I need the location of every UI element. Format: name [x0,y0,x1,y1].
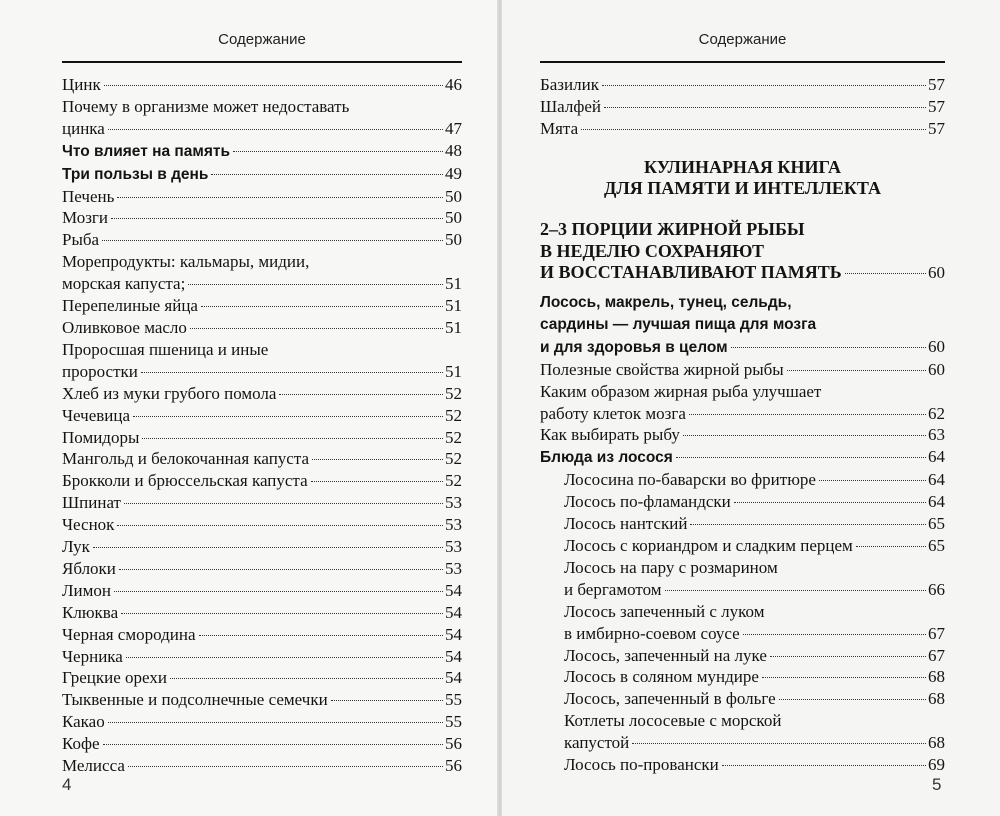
toc-entry-label: Лосось нантский [564,514,688,534]
toc-entry-label: проростки [62,361,138,381]
toc-entry[interactable] [62,140,462,163]
page-ref: 51 [445,274,462,294]
dot-leader [845,273,926,274]
toc-entry[interactable] [62,229,462,251]
toc-entry[interactable] [62,470,462,492]
toc-entry-label: Базилик [540,75,599,94]
dot-leader [581,129,926,130]
toc-entry[interactable] [62,711,462,733]
page-ref: 65 [928,535,945,555]
toc-entry[interactable] [62,427,462,449]
toc-entry[interactable] [540,732,945,754]
page-ref: 54 [445,624,462,644]
toc-line: Почему в организме может недоставать [62,96,350,116]
dot-leader [722,765,926,766]
dot-leader [762,677,926,678]
dot-leader [743,634,926,635]
right-header-rule [540,61,945,63]
toc-entry[interactable] [62,646,462,668]
page-ref: 52 [445,471,462,491]
toc-entry-label: Мята [540,118,579,138]
dot-leader [312,459,443,460]
toc-entry[interactable] [62,733,462,755]
dot-leader [114,591,443,592]
dot-leader [124,503,443,504]
toc-entry[interactable] [62,361,462,383]
dot-leader [108,722,443,723]
dot-leader [689,414,926,415]
toc-entry[interactable] [540,336,945,359]
dot-leader [128,766,443,767]
page-ref: 52 [445,449,462,469]
dot-leader [690,524,926,525]
toc-entry[interactable] [62,317,462,339]
toc-entry[interactable] [62,383,462,405]
toc-entry[interactable] [540,446,945,469]
page-ref: 52 [445,383,462,403]
toc-entry[interactable] [62,405,462,427]
page-ref: 51 [445,317,462,337]
toc-entry[interactable] [540,491,945,513]
toc-entry[interactable] [540,645,945,667]
page-ref: 64 [928,470,945,490]
toc-entry[interactable] [540,424,945,446]
toc-entry[interactable] [62,295,462,317]
toc-entry-label: цинка [62,118,105,138]
toc-entry-label: Яблоки [62,558,116,578]
toc-line: Лосось, макрель, тунец, сельдь, [540,294,792,311]
dot-leader [103,744,443,745]
page-ref: 62 [928,403,945,423]
page-ref: 57 [928,96,945,116]
toc-entry-label: Печень [62,186,115,206]
toc-entry-label: Помидоры [62,427,140,447]
toc-entry-label: Полезные свойства жирной рыбы [540,359,784,379]
dot-leader [770,656,926,657]
page-ref: 57 [928,118,945,138]
page-ref: 50 [445,208,462,228]
left-page-number: 4 [62,775,72,794]
page-ref: 50 [445,186,462,206]
toc-entry-label: Клюква [62,602,119,622]
dot-leader [676,457,926,458]
toc-entry-label: работу клеток мозга [540,403,686,423]
dot-leader [170,678,443,679]
dot-leader [665,590,926,591]
toc-entry[interactable] [540,688,945,710]
toc-entry-label: Черника [62,646,123,666]
toc-entry-label: Грецкие орехи [62,668,167,688]
dot-leader [190,328,443,329]
toc-entry[interactable] [540,359,945,381]
toc-entry[interactable] [62,273,462,295]
page-ref: 60 [928,336,945,356]
dot-leader [141,372,443,373]
page-ref: 63 [928,425,945,445]
page-ref: 60 [928,263,945,282]
toc-entry[interactable] [540,74,945,96]
page-ref: 68 [928,733,945,753]
dot-leader [602,85,926,86]
right-toc [540,292,945,776]
page-ref: 49 [445,163,462,183]
toc-line: Каким образом жирная рыба улучшает [540,381,822,401]
toc-entry-label: Какао [62,712,105,732]
dot-leader [331,700,443,701]
toc-entry-label: Три пользы в день [62,165,209,183]
toc-entry[interactable] [62,667,462,689]
dot-leader [104,85,443,86]
chapter-heading-line: И ВОССТАНАВЛИВАЮТ ПАМЯТЬ [540,262,842,282]
toc-entry[interactable] [62,207,462,229]
toc-entry[interactable] [540,118,945,140]
toc-line: сардины — лучшая пища для мозга [540,315,817,333]
page-ref: 51 [445,361,462,381]
dot-leader [133,416,443,417]
toc-entry[interactable] [540,403,945,425]
dot-leader [108,129,443,130]
toc-entry-label: Тыквенные и подсолнечные семечки [62,690,328,710]
dot-leader [119,569,443,570]
left-toc [62,74,462,777]
page-ref: 65 [928,514,945,534]
toc-entry-label: Лосось в соляном мундире [564,667,759,687]
toc-entry-label: Лосось, запеченный в фольге [564,689,776,709]
page-ref: 68 [928,667,945,687]
toc-entry-label: Перепелиные яйца [62,296,198,316]
page-ref: 53 [445,493,462,513]
toc-entry[interactable] [62,448,462,470]
toc-line: Котлеты лососевые с морской [564,711,782,731]
toc-entry-label: Шпинат [62,493,121,513]
toc-entry[interactable] [62,186,462,208]
dot-leader [117,197,443,198]
toc-line: Проросшая пшеница и иные [62,339,269,359]
toc-entry-label: Оливковое масло [62,317,187,337]
toc-entry[interactable] [62,580,462,602]
page-ref: 46 [445,75,462,94]
toc-entry-label: Лосось, запеченный на луке [564,645,767,665]
page-ref: 54 [445,668,462,688]
dot-leader [233,151,443,152]
page-ref: 64 [928,447,945,467]
dot-leader [199,635,443,636]
toc-entry-label: Лук [62,537,90,557]
dot-leader [93,547,443,548]
toc-entry-label: Мангольд и белокочанная капуста [62,449,310,469]
toc-entry[interactable] [62,689,462,711]
toc-entry-label: Мозги [62,208,108,228]
page-ref: 64 [928,492,945,512]
dot-leader [311,481,443,482]
toc-line: Лосось запеченный с луком [564,601,765,621]
page-ref: 53 [445,558,462,578]
page-ref: 54 [445,646,462,666]
page-ref: 52 [445,427,462,447]
chapter-heading-line: В НЕДЕЛЮ СОХРАНЯЮТ [540,240,764,261]
toc-entry[interactable] [540,754,945,776]
toc-entry[interactable] [62,624,462,646]
chapter-heading-entry [540,262,945,284]
toc-entry[interactable] [62,492,462,514]
dot-leader [121,613,443,614]
page-ref: 52 [445,405,462,425]
toc-line: Лосось на пару с розмарином [564,557,778,577]
dot-leader [201,306,443,307]
dot-leader [819,480,926,481]
right-page-number: 5 [932,775,942,794]
toc-entry[interactable] [62,514,462,536]
toc-entry[interactable] [540,513,945,535]
toc-entry[interactable] [540,666,945,688]
page-ref: 60 [928,359,945,379]
page-ref: 56 [445,734,462,754]
toc-entry-label: Лимон [62,580,111,600]
toc-entry-label: Лосось по-провански [564,755,719,775]
toc-entry[interactable] [62,118,462,140]
dot-leader [604,107,926,108]
toc-line: Морепродукты: кальмары, мидии, [62,252,310,272]
right-running-header: Содержание [698,31,787,48]
chapter-heading-line: 2–3 ПОРЦИИ ЖИРНОЙ РЫБЫ [540,219,805,239]
section-title [540,157,945,199]
toc-entry-label: капустой [564,733,630,753]
page-ref: 69 [928,755,945,775]
toc-entry[interactable] [62,74,462,96]
toc-entry[interactable] [62,755,462,777]
toc-entry-label: Шалфей [540,96,601,116]
toc-entry-label: морская капуста; [62,274,186,294]
left-header-rule [62,61,462,63]
dot-leader [731,347,926,348]
page-ref: 55 [445,690,462,710]
page-ref: 57 [928,75,945,94]
toc-entry-label: и для здоровья в целом [540,338,728,356]
toc-entry-label: Кофе [62,734,100,754]
dot-leader [142,438,443,439]
toc-entry-label: Рыба [62,230,100,250]
toc-entry-label: Мелисса [62,756,125,776]
toc-entry-label: Блюда из лосося [540,449,673,467]
toc-entry-label: Лосось с кориандром и сладким перцем [564,535,853,555]
toc-entry[interactable] [540,535,945,557]
right-page [502,0,1000,816]
toc-entry[interactable] [540,623,945,645]
page-ref: 54 [445,602,462,622]
toc-entry-label: и бергамотом [564,579,662,599]
toc-entry[interactable] [62,163,462,186]
page-ref: 55 [445,712,462,732]
dot-leader [126,657,443,658]
page-ref: 53 [445,537,462,557]
left-running-header: Содержание [218,31,306,48]
dot-leader [279,394,443,395]
right-toc-top [540,74,945,140]
toc-entry-label: Что влияет на память [62,142,231,160]
toc-entry-label: Цинк [62,75,101,94]
toc-entry-label: Лосось по-фламандски [564,492,731,512]
toc-entry-label: в имбирно-соевом соусе [564,623,740,643]
toc-entry[interactable] [540,469,945,491]
dot-leader [211,174,443,175]
page-ref: 67 [928,623,945,643]
dot-leader [683,435,926,436]
left-page [0,0,498,816]
page-ref: 68 [928,689,945,709]
page-ref: 54 [445,580,462,600]
page-ref: 47 [445,118,462,138]
section-title-line: ДЛЯ ПАМЯТИ И ИНТЕЛЛЕКТА [603,178,882,198]
page-ref: 56 [445,756,462,776]
dot-leader [779,699,926,700]
toc-entry-label: Как выбирать рыбу [540,425,680,445]
section-title-line: КУЛИНАРНАЯ КНИГА [644,157,841,177]
toc-entry[interactable] [540,96,945,118]
dot-leader [188,284,443,285]
toc-entry-label: Чечевица [62,405,131,425]
page-ref: 48 [445,140,462,160]
toc-entry-label: Хлеб из муки грубого помола [62,383,277,403]
chapter-heading [540,219,945,284]
dot-leader [632,743,926,744]
page-ref: 51 [445,296,462,316]
dot-leader [856,546,926,547]
page-ref: 66 [928,579,945,599]
dot-leader [102,240,443,241]
page-ref: 50 [445,230,462,250]
toc-entry-label: Чеснок [62,515,115,535]
dot-leader [117,525,443,526]
dot-leader [111,218,443,219]
dot-leader [787,370,926,371]
toc-entry-label: Лососина по-баварски во фритюре [564,470,816,490]
dot-leader [734,502,926,503]
toc-entry[interactable] [540,579,945,601]
toc-entry-label: Черная смородина [62,624,196,644]
toc-entry-label: Брокколи и брюссельская капуста [62,471,308,491]
page-ref: 67 [928,645,945,665]
toc-entry[interactable] [62,536,462,558]
toc-entry[interactable] [62,602,462,624]
page-ref: 53 [445,515,462,535]
toc-entry[interactable] [62,558,462,580]
